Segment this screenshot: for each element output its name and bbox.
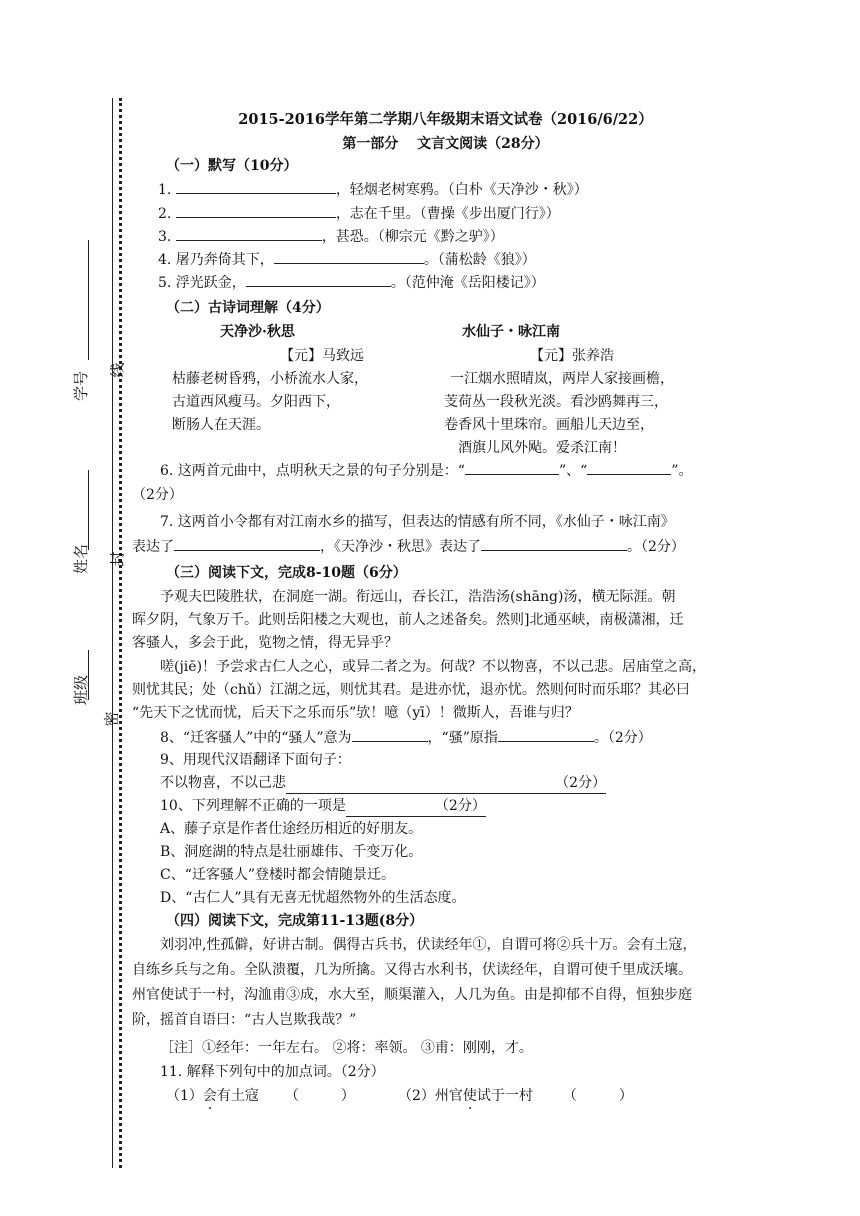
seal-mark-mi: 密 — [102, 711, 121, 727]
passage-1-line-5: 则忧其民；处（chǔ）江湖之远，则忧其君。是进亦忧，退亦忧。然则何时而乐耶？其必曰 — [132, 682, 690, 698]
question-4-tail: 。（蒲松龄《狼》） — [423, 252, 536, 268]
passage-2-line-2: 自练乡兵与之角。全队溃覆，几为所擒。又得古水利书，伏读经年，自谓可使千里成沃壤。 — [132, 962, 692, 978]
passage-1-line-3: 客骚人，多会于此，览物之情，得无异乎？ — [132, 635, 398, 651]
question-9-score: （2分） — [555, 775, 606, 791]
section-poetry-heading: （二）古诗词理解（4分） — [166, 300, 330, 316]
student-id-label: 学号 — [72, 370, 91, 402]
question-8-text: 8、“迁客骚人”中的“骚人”意为 — [160, 730, 352, 746]
poem-1-line-1: 枯藤老树昏鸦，小桥流水人家， — [172, 371, 368, 387]
seal-mark-xian: 线 — [108, 362, 127, 378]
question-4-text: 4. 屠乃奔倚其下， — [158, 252, 274, 268]
answer-blank-2[interactable] — [176, 203, 336, 218]
question-2-number: 2. — [158, 206, 172, 222]
question-9-sentence-line — [160, 773, 606, 794]
answer-blank-6b[interactable] — [587, 460, 671, 475]
option-b: B、洞庭湖的特点是壮丽雄伟、千变万化。 — [160, 844, 423, 860]
class-label: 班级 — [72, 674, 91, 706]
passage-1-line-1: 予观夫巴陵胜状，在洞庭一湖。衔远山，吞长江，浩浩汤(shāng)汤，横无际涯。朝 — [160, 589, 676, 605]
binding-dotted-line — [119, 98, 122, 1168]
question-7-prefix: 表达了 — [132, 539, 174, 555]
question-8 — [160, 727, 652, 748]
poem-2-title: 水仙子・咏江南 — [462, 324, 560, 340]
question-5-text: 5. 浮光跃金， — [158, 275, 246, 291]
question-11-2-text: 试于一村 — [476, 1088, 533, 1104]
question-7-line-2 — [132, 536, 685, 557]
question-11-1-text: 有土寇 — [216, 1088, 259, 1104]
answer-paren-11-1[interactable]: （ ） — [284, 1088, 355, 1104]
question-7-middle: ，《天净沙・秋思》表达了 — [320, 539, 481, 555]
question-2 — [158, 203, 560, 224]
question-5 — [158, 272, 545, 293]
binding-solid-line — [112, 98, 113, 1168]
question-10 — [160, 796, 486, 817]
question-11-2-number: （2）州官 — [398, 1088, 463, 1104]
option-c: C、“迁客骚人”登楼时都会情随景迁。 — [160, 867, 396, 883]
question-6-sep: ”、“ — [558, 463, 588, 479]
option-a: A、藤子京是作者仕途经历相近的好朋友。 — [160, 821, 423, 837]
question-6-score: （2分） — [132, 487, 183, 503]
poem-2-author: 【元】张养浩 — [530, 348, 614, 364]
id-blank-line — [88, 240, 89, 360]
question-3 — [158, 226, 504, 247]
question-6-text: 6. 这两首元曲中，点明秋天之景的句子分别是：“ — [160, 463, 465, 479]
answer-blank-10[interactable] — [346, 796, 486, 817]
poem-1-title: 天净沙·秋思 — [220, 324, 295, 340]
question-10-score: （2分） — [434, 798, 486, 814]
part-one-heading: 第一部分 文言文阅读（28分） — [342, 136, 549, 152]
passage-2-line-3: 州官使试于一村，沟洫甫③成，水大至，顺渠灌入，人几为鱼。由是抑郁不自得，恒独步庭 — [132, 987, 692, 1003]
poem-2-line-3: 卷香风十里珠帘。画船儿天边至， — [444, 417, 654, 433]
poem-1-author: 【元】马致远 — [280, 348, 364, 364]
question-1-text: ，轻烟老树寒鸦。（白朴《天净沙・秋》） — [335, 182, 588, 198]
poem-2-line-2: 芰荷丛一段秋光淡。看沙鸥舞再三， — [444, 394, 668, 410]
question-7-end: 。（2分） — [627, 539, 685, 555]
question-2-text: ，志在千里。（曹操《步出厦门行》） — [335, 206, 560, 222]
seal-mark-feng: 封 — [108, 551, 127, 567]
question-3-number: 3. — [158, 229, 172, 245]
option-d: D、“古仁人”具有无喜无忧超然物外的生活态度。 — [160, 890, 466, 906]
passage-1-line-4: 嗟(jiē)！予尝求古仁人之心，或异二者之为。何哉？不以物喜，不以己悲。居庙堂之高， — [160, 659, 707, 675]
answer-blank-6a[interactable] — [465, 460, 559, 475]
dotted-word-hui: 会 — [202, 1088, 217, 1104]
question-9: 9、用现代汉语翻译下面句子： — [160, 752, 351, 768]
poem-1-line-2: 古道西风瘦马。夕阳西下， — [172, 394, 340, 410]
question-11: 11. 解释下列句中的加点词。（2分） — [160, 1064, 385, 1080]
answer-blank-7a[interactable] — [174, 536, 320, 551]
question-1-number: 1. — [158, 182, 172, 198]
answer-blank-5[interactable] — [246, 272, 391, 287]
passage-2-note: ［注］①经年：一年左右。 ②将：率领。 ③甫：刚刚，才。 — [160, 1040, 533, 1056]
passage-2-line-4: 阶，摇首自语曰：“古人岂欺我哉？” — [132, 1012, 357, 1028]
question-11-1-number: （1） — [166, 1088, 203, 1104]
question-1 — [158, 179, 588, 200]
answer-blank-9[interactable] — [286, 773, 606, 794]
passage-1-line-2: 晖夕阴，气象万千。此则岳阳楼之大观也，前人之述备矣。然则]北通巫峡，南极潇湘，迁 — [132, 612, 684, 628]
question-10-text: 10、下列理解不正确的一项是 — [160, 798, 346, 814]
passage-1-line-6: “先天下之忧而忧，后天下之乐而乐”欤！噫（yī）！微斯人，吾谁与归？ — [132, 705, 579, 721]
exam-title: 2015-2016学年第二学期八年级期末语文试卷（2016/6/22） — [238, 111, 653, 128]
question-8-end: 。（2分） — [593, 730, 652, 746]
student-name-label: 姓名 — [72, 543, 91, 575]
question-4 — [158, 249, 536, 270]
question-3-text: ，甚恐。（柳宗元《黔之驴》） — [321, 229, 504, 245]
poem-2-line-1: 一江烟水照晴岚，两岸人家接画檐， — [450, 371, 674, 387]
name-blank-line — [88, 470, 89, 550]
answer-blank-1[interactable] — [176, 179, 336, 194]
answer-blank-3[interactable] — [176, 226, 322, 241]
question-8-middle: ，“骚”原指 — [427, 730, 498, 746]
question-6-end: ”。 — [671, 463, 693, 479]
poem-2-line-4: 酒旗儿风外飐。爱杀江南！ — [458, 440, 626, 456]
section-dictation-heading: （一）默写（10分） — [166, 158, 298, 174]
answer-blank-7b[interactable] — [481, 536, 627, 551]
question-11-item-1 — [166, 1086, 355, 1106]
dotted-word-shi: 使 — [462, 1088, 477, 1104]
question-5-tail: 。（范仲淹《岳阳楼记》） — [390, 275, 545, 291]
answer-blank-8b[interactable] — [498, 727, 594, 742]
answer-blank-8a[interactable] — [352, 727, 428, 742]
question-9-sentence: 不以物喜，不以己悲 — [160, 775, 286, 791]
question-11-item-2 — [398, 1086, 633, 1106]
answer-paren-11-2[interactable]: （ ） — [562, 1088, 633, 1104]
question-7-line-1: 7. 这两首小令都有对江南水乡的描写，但表达的情感有所不同，《水仙子・咏江南》 — [160, 514, 675, 530]
passage-2-line-1: 刘羽冲,性孤僻，好讲古制。偶得古兵书，伏读经年①，自谓可将②兵十万。会有土寇， — [160, 937, 697, 953]
section-reading-1-heading: （三）阅读下文，完成8-10题（6分） — [166, 565, 407, 581]
answer-blank-4[interactable] — [274, 249, 424, 264]
question-6 — [160, 460, 692, 481]
poem-1-line-3: 断肠人在天涯。 — [172, 417, 270, 433]
section-reading-2-heading: （四）阅读下文，完成第11-13题(8分） — [166, 913, 424, 929]
